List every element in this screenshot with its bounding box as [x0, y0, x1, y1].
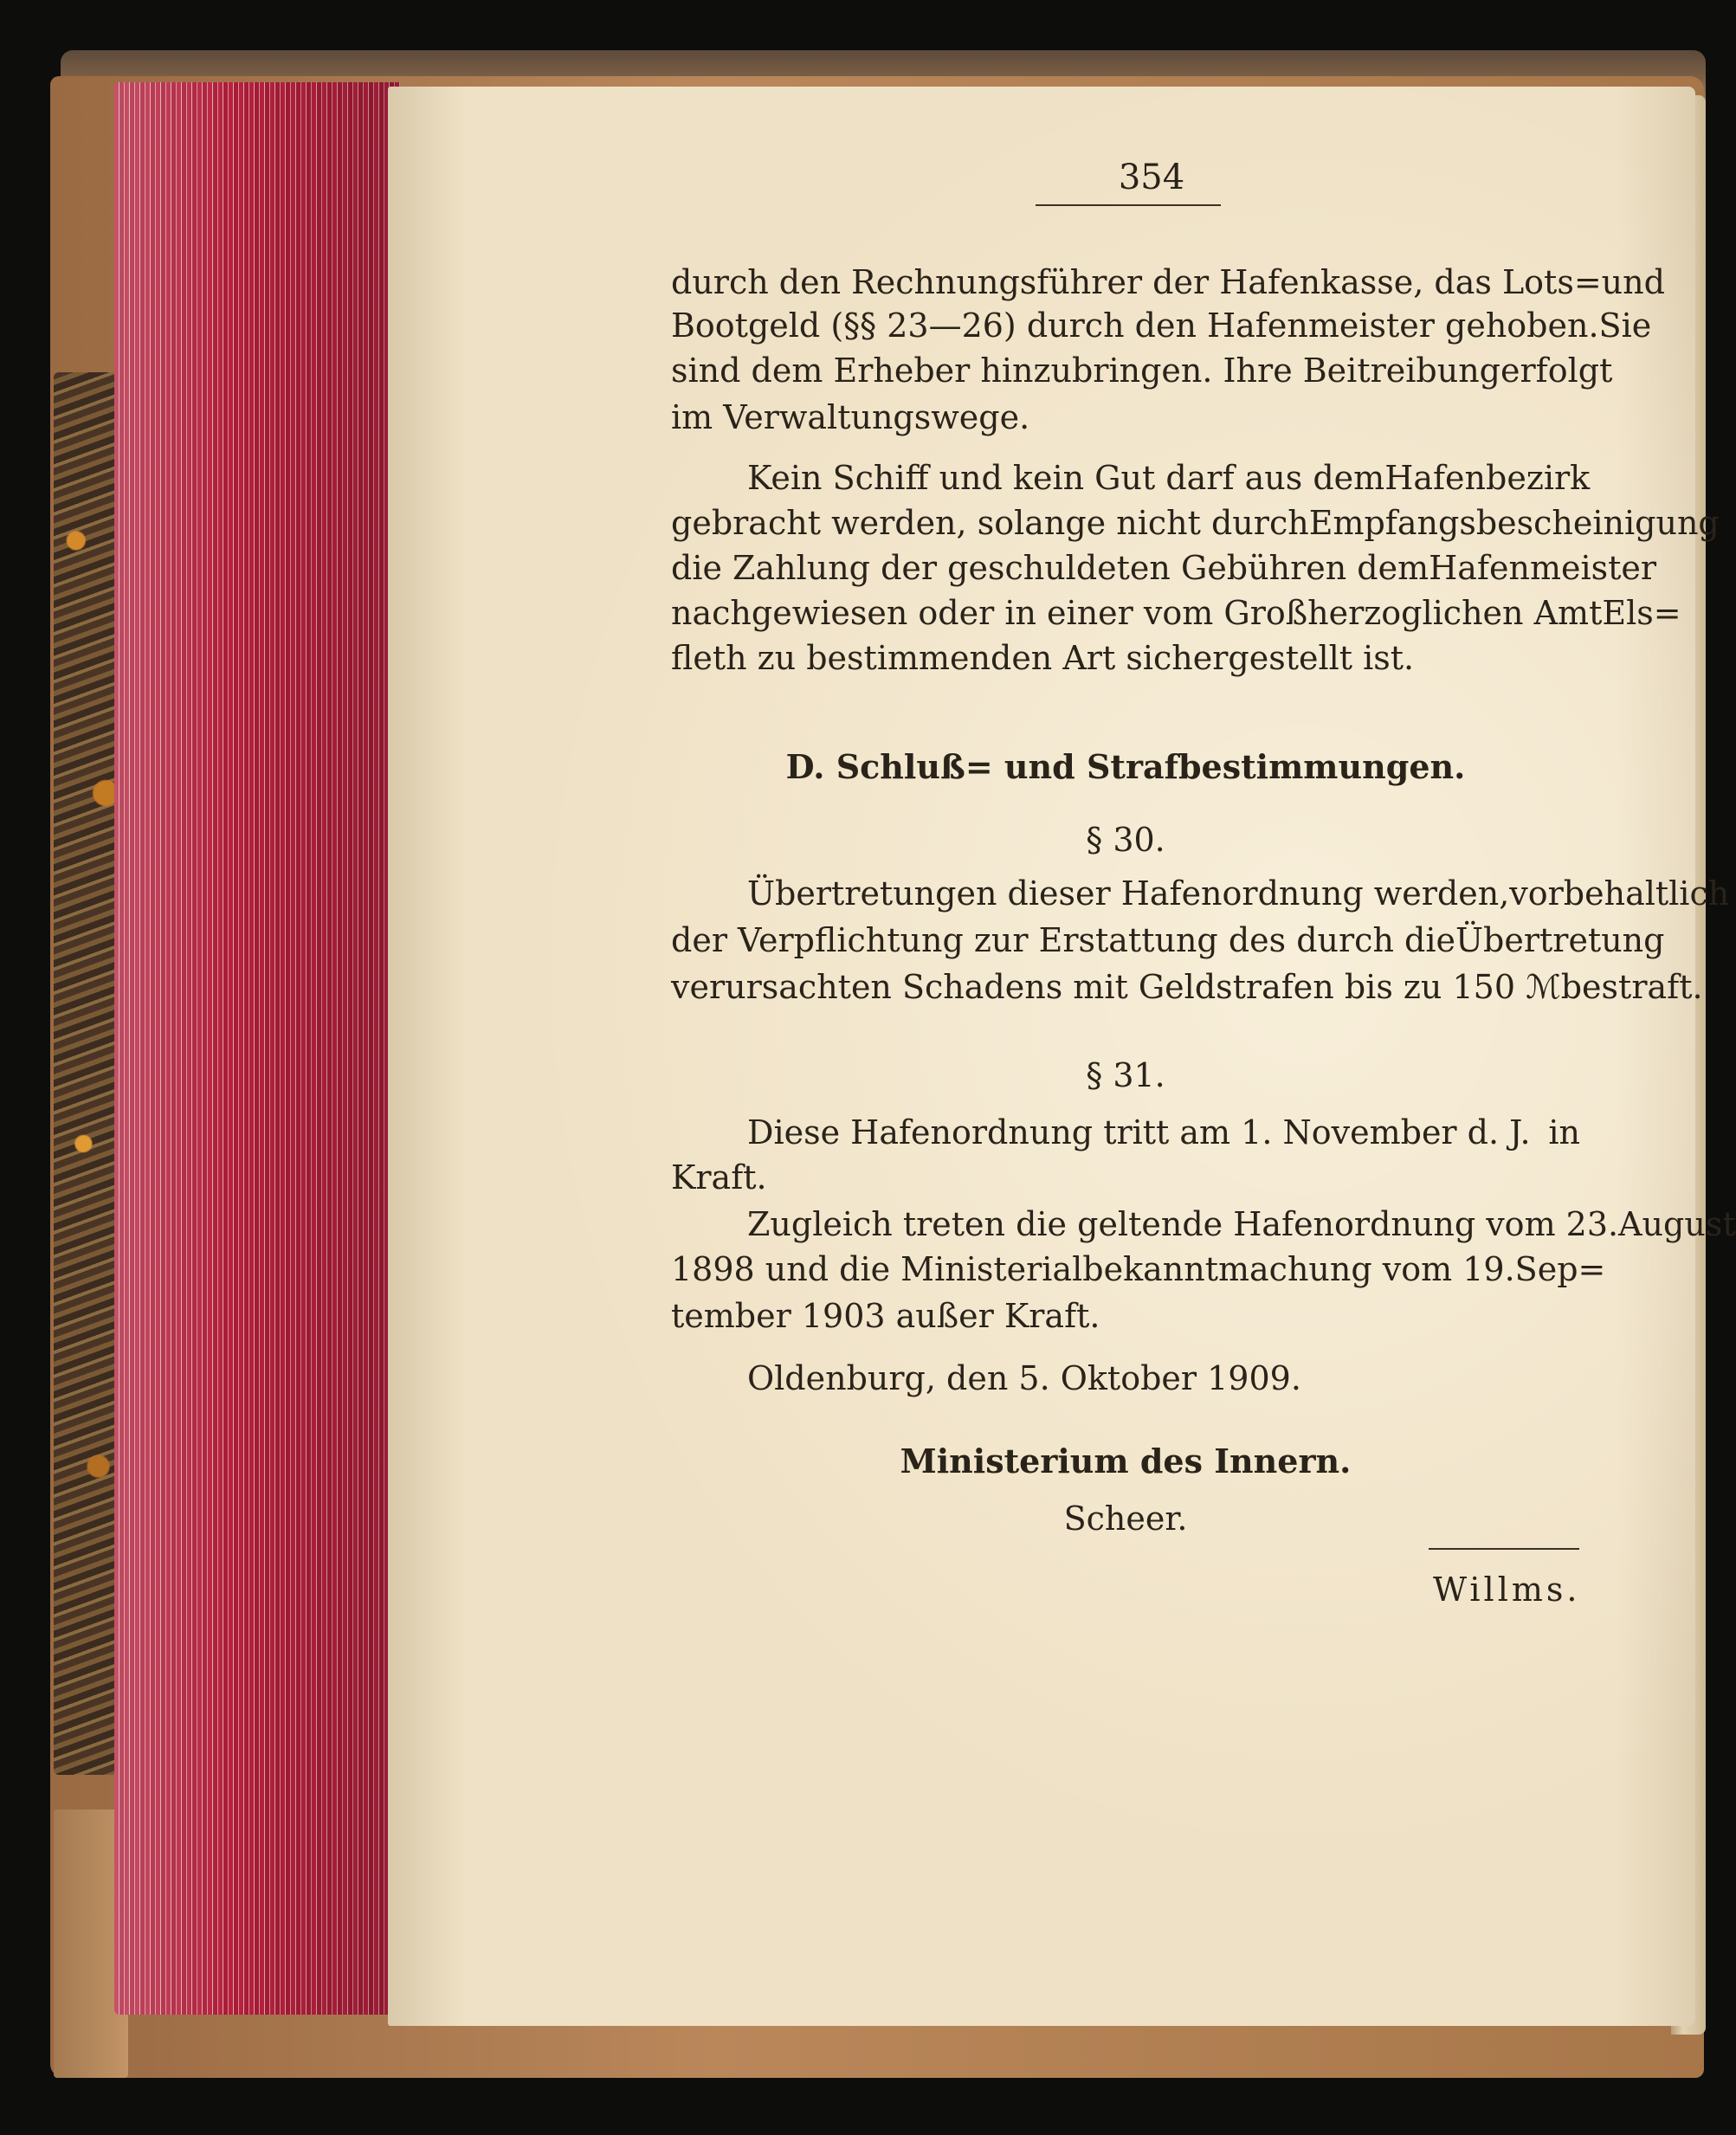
text-line: sind dem Erheber hinzubringen. Ihre Beitreibung erfolgt — [671, 352, 1613, 390]
page-number: 354 — [1118, 158, 1185, 197]
text-line: Diese Hafenordnung tritt am 1. November d. J. in — [747, 1113, 1580, 1151]
text-line: Kraft. — [671, 1158, 767, 1197]
text-line: der Verpflichtung zur Erstattung des durch die Übertretung — [671, 921, 1665, 959]
ministry-name: Ministerium des Innern. — [900, 1442, 1352, 1480]
signature-willms: Willms. — [1433, 1571, 1581, 1609]
text-line: tember 1903 außer Kraft. — [671, 1297, 1100, 1335]
text-line: Zugleich treten die geltende Hafenordnung vom 23. August — [747, 1205, 1736, 1243]
text-line: 1898 und die Ministerialbekanntmachung vom 19. Sep= — [671, 1250, 1606, 1288]
section-heading: D. Schluß= und Strafbestimmungen. — [785, 747, 1466, 786]
text-line: Übertretungen dieser Hafenordnung werden, vorbehaltlich — [747, 874, 1730, 913]
signature-scheer: Scheer. — [1063, 1500, 1188, 1538]
page-number-rule — [1036, 204, 1221, 206]
text-line: nachgewiesen oder in einer vom Großherzoglichen Amt Els= — [671, 594, 1681, 632]
text-line: verursachten Schadens mit Geldstrafen bis zu 150 ℳ bestraft. — [671, 968, 1703, 1006]
text-line: durch den Rechnungsführer der Hafenkasse, das Lots= und — [671, 263, 1665, 301]
place-date: Oldenburg, den 5. Oktober 1909. — [747, 1359, 1301, 1397]
paragraph-number: § 31. — [1086, 1056, 1165, 1094]
text-line: gebracht werden, solange nicht durch Empfangsbescheinigung — [671, 504, 1720, 542]
text-line: im Verwaltungswege. — [671, 398, 1030, 436]
text-line: die Zahlung der geschuldeten Gebühren dem Hafenmeister — [671, 549, 1657, 587]
paragraph-number: § 30. — [1086, 821, 1165, 859]
signature-rule — [1429, 1548, 1579, 1550]
page-edge-shading — [114, 82, 400, 2015]
text-line: Kein Schiff und kein Gut darf aus dem Hafenbezirk — [747, 459, 1591, 497]
text-line: Bootgeld (§§ 23—26) durch den Hafenmeister gehoben. Sie — [671, 306, 1652, 345]
text-line: fleth zu bestimmenden Art sichergestellt ist. — [671, 639, 1415, 677]
